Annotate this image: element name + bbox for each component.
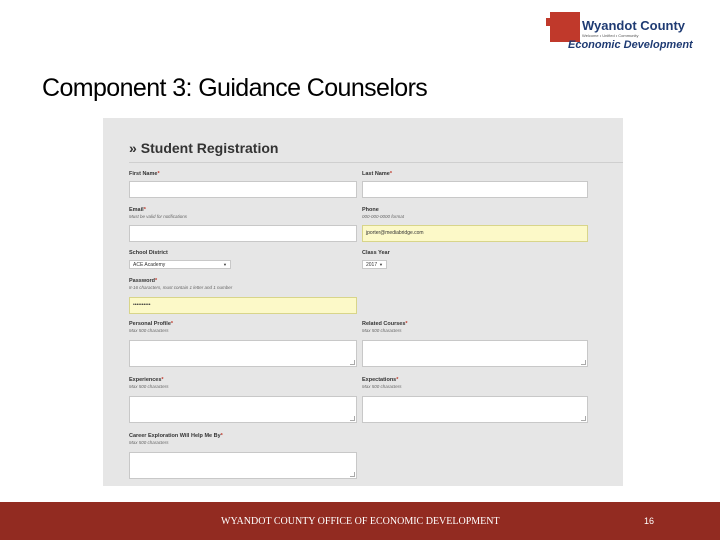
career-exploration-hint: Max 500 characters [129,440,169,445]
phone-input[interactable]: jporter@mediabridge.com [362,225,588,242]
related-courses-label: Related Courses* [362,321,408,327]
heading-divider [129,162,623,163]
school-district-select[interactable] [129,260,231,269]
email-input[interactable] [129,225,357,242]
related-courses-textarea[interactable] [362,340,588,367]
dropdown-arrow-icon: ▼ [379,262,383,267]
slide-title: Component 3: Guidance Counselors [42,74,428,102]
experiences-label: Experiences* [129,377,164,383]
school-district-label: School District [129,250,168,256]
footer-text: WYANDOT COUNTY OFFICE OF ECONOMIC DEVELOPMENT [221,516,500,527]
experiences-hint: Max 500 characters [129,384,169,389]
personal-profile-label: Personal Profile* [129,321,174,327]
email-hint: Must be valid for notifications [129,214,188,219]
personal-profile-textarea[interactable] [129,340,357,367]
logo-tagline: Welcome • Unified • Community [582,33,639,38]
class-year-select[interactable] [362,260,387,269]
career-exploration-textarea[interactable] [129,452,357,479]
class-year-value: 2017 [366,261,378,268]
password-hint: 8-16 characters, must contain 1 letter and 1 number [129,285,233,290]
form-heading [129,140,278,156]
form-heading-text: Student Registration [140,140,279,156]
phone-label: Phone [362,207,379,213]
expectations-label: Expectations* [362,377,399,383]
password-input[interactable]: •••••••••• [129,297,357,314]
career-exploration-label: Career Exploration Will Help Me By* [129,433,223,439]
logo-subtitle: Economic Development [568,39,693,51]
password-label: Password* [129,278,158,284]
expectations-textarea[interactable] [362,396,588,423]
logo-title: Wyandot County [582,18,686,33]
student-registration-form [103,118,623,486]
personal-profile-hint: Max 500 characters [129,328,169,333]
last-name-input[interactable] [362,181,588,198]
first-name-label: First Name* [129,171,160,177]
last-name-label: Last Name* [362,171,392,177]
experiences-textarea[interactable] [129,396,357,423]
slide-footer [0,502,720,540]
first-name-input[interactable] [129,181,357,198]
phone-hint: 000-000-0000 format [362,214,405,219]
county-map-icon [550,12,580,42]
school-district-value: ACE Academy [133,261,166,268]
wyandot-county-logo [548,12,714,56]
email-label: Email* [129,207,146,213]
class-year-label: Class Year [362,250,390,256]
related-courses-hint: Max 500 characters [362,328,402,333]
double-chevron-right-icon: » [129,140,137,156]
page-number: 16 [644,516,655,526]
expectations-hint: Max 500 characters [362,384,402,389]
dropdown-arrow-icon: ▼ [223,262,227,267]
